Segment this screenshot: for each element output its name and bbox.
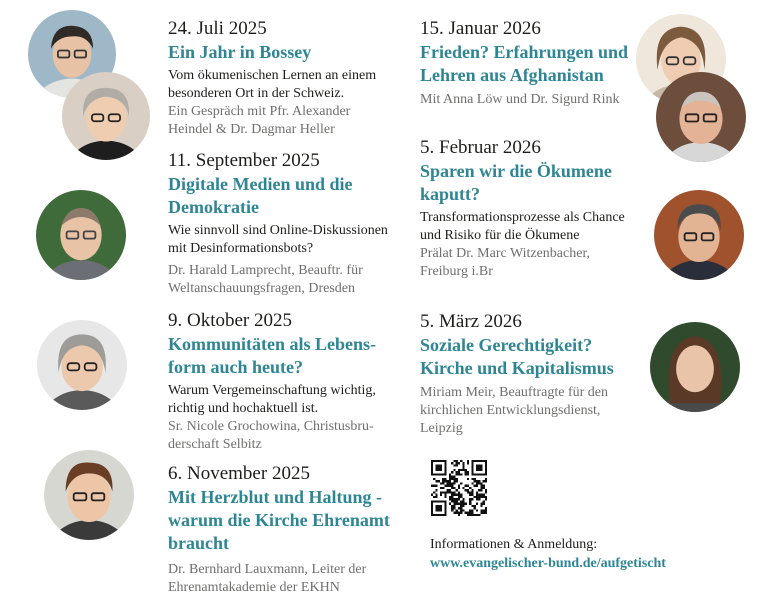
event-title: Digitale Medien und die Demokratie xyxy=(168,174,353,217)
event-speaker: Prälat Dr. Marc Witzenbacher, Freiburg i.Br xyxy=(420,246,591,279)
event-date: 24. Juli 2025 xyxy=(168,18,267,39)
portrait-bernhard-lauxmann xyxy=(44,450,134,540)
event-subtitle: Warum Vergemeinschaftung wichtig, richtig und hochaktuell ist. xyxy=(168,383,376,416)
event-speaker: Dr. Harald Lamprecht, Beauftr. für Weltanschauungsfragen, Dresden xyxy=(168,263,363,296)
event-title: Kommunitäten als Lebens- form auch heute? xyxy=(168,334,377,377)
registration-label: Informationen & Anmeldung: xyxy=(430,537,598,552)
event-oekumene xyxy=(420,136,625,281)
registration-link[interactable]: www.evangelischer-bund.de/aufgetischt xyxy=(430,556,666,571)
event-date: 11. September 2025 xyxy=(168,150,320,171)
portrait-miriam-meir xyxy=(650,322,740,412)
event-bossey xyxy=(168,17,376,139)
event-frieden xyxy=(420,17,628,109)
event-digitale-medien xyxy=(168,149,388,298)
event-subtitle: Wie sinnvoll sind Online-Diskussionen mit Desinformationsbots? xyxy=(168,223,388,256)
event-speaker: Ein Gespräch mit Pfr. Alexander Heindel & Dr. Dagmar Heller xyxy=(168,104,351,137)
portrait-marc-witzenbacher xyxy=(654,190,744,280)
event-speaker: Mit Anna Löw und Dr. Sigurd Rink xyxy=(420,92,620,107)
registration-info xyxy=(430,536,666,574)
event-date: 5. März 2026 xyxy=(420,311,522,332)
portrait-harald-lamprecht xyxy=(36,190,126,280)
event-subtitle: Transformationsprozesse als Chance und Risiko für die Ökumene xyxy=(420,210,625,243)
event-title: Sparen wir die Ökumene kaputt? xyxy=(420,161,612,204)
event-subtitle: Vom ökumenischen Lernen an einem besonderen Ort in der Schweiz. xyxy=(168,68,377,101)
event-gerechtigkeit xyxy=(420,310,614,438)
portrait-dagmar-heller xyxy=(62,72,150,160)
event-speaker: Sr. Nicole Grochowina, Christusbru- derschaft Selbitz xyxy=(168,419,374,452)
event-ehrenamt xyxy=(168,462,390,597)
event-date: 6. November 2025 xyxy=(168,463,310,484)
event-speaker: Dr. Bernhard Lauxmann, Leiter der Ehrenamtakademie der EKHN xyxy=(168,562,367,595)
qr-code[interactable] xyxy=(431,460,487,516)
event-title: Soziale Gerechtigkeit? Kirche und Kapitalismus xyxy=(420,335,614,378)
event-date: 9. Oktober 2025 xyxy=(168,310,293,331)
event-title: Ein Jahr in Bossey xyxy=(168,42,312,62)
portrait-nicole-grochowina xyxy=(37,320,127,410)
event-title: Frieden? Erfahrungen und Lehren aus Afghanistan xyxy=(420,42,629,85)
event-speaker: Miriam Meir, Beauftragte für den kirchlichen Entwicklungsdienst, Leipzig xyxy=(420,385,608,436)
event-kommunitaeten xyxy=(168,309,376,454)
event-date: 15. Januar 2026 xyxy=(420,18,541,39)
event-title: Mit Herzblut und Haltung - warum die Kirche Ehrenamt braucht xyxy=(168,487,390,553)
portrait-sigurd-rink xyxy=(656,72,746,162)
event-date: 5. Februar 2026 xyxy=(420,137,541,158)
